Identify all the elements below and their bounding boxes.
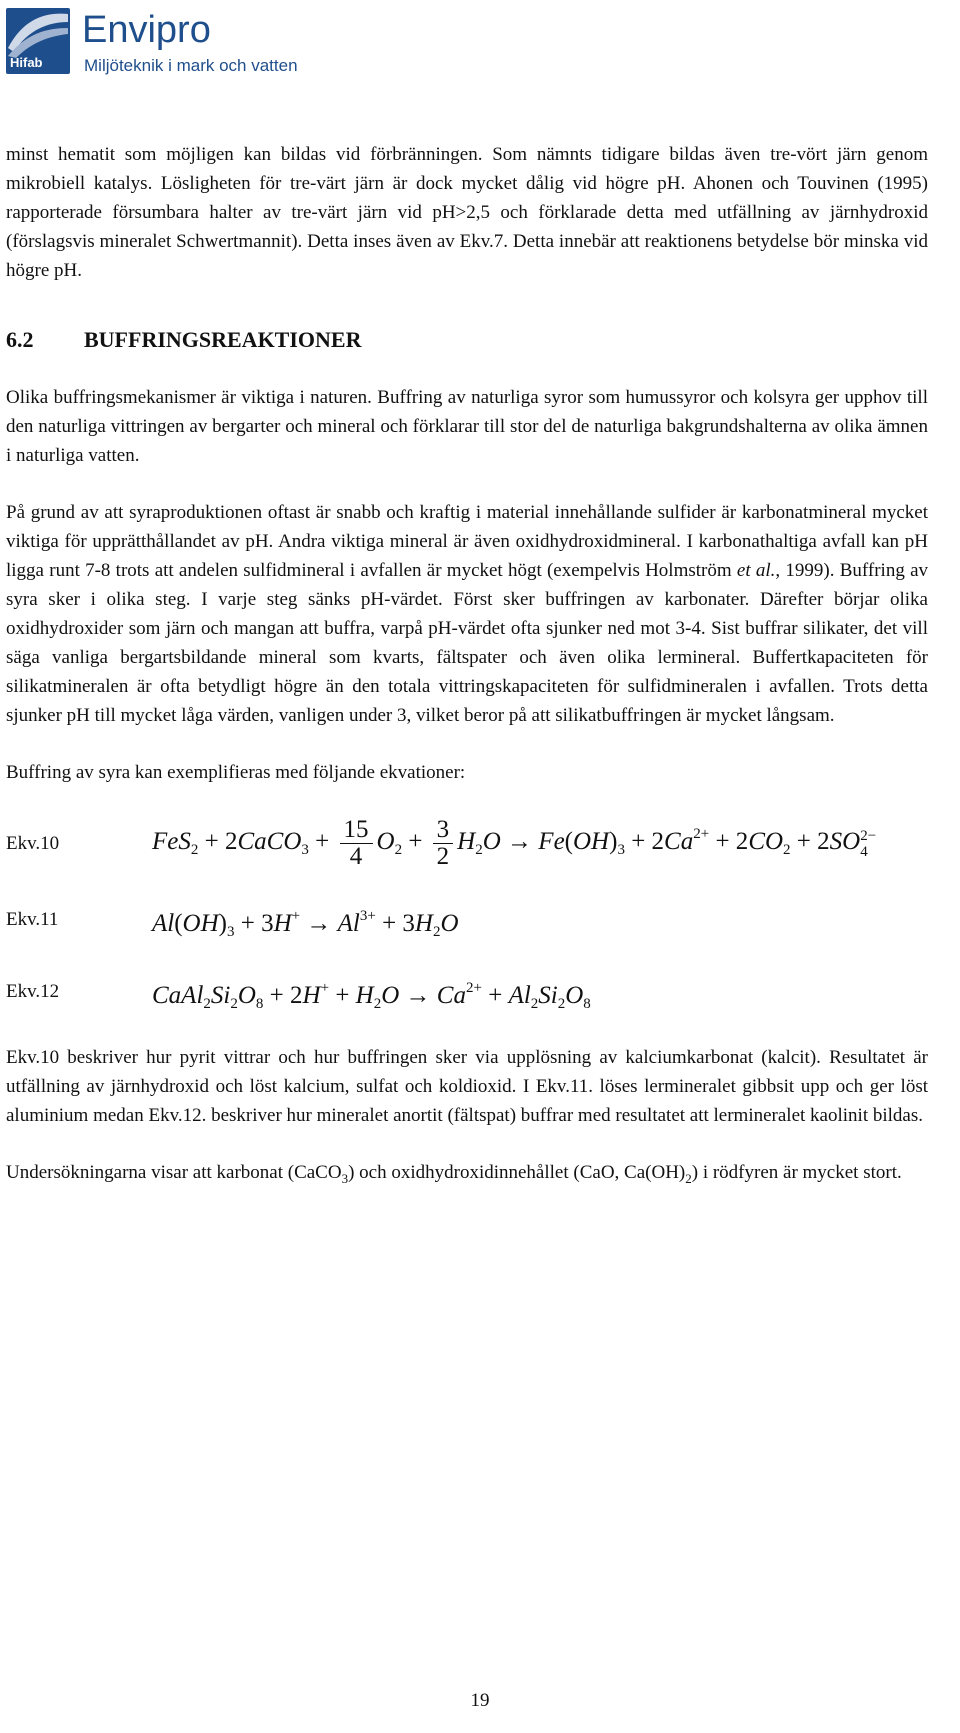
equation-row-12 (0, 967, 960, 1025)
paragraph-6-text-b: ) och oxidhydroxidinnehållet (CaO, Ca(OH) (348, 1162, 686, 1183)
paragraph-1: minst hematit som möjligen kan bildas vid förbränningen. Som nämnts tidigare bildas även tre-vört järn genom mikrobiell katalys. Lösligheten för tre-värt järn är dock mycket dålig vid högre pH. Ahonen och Touvinen (1995) rapporterade försumbara halter av tre-värt järn vid pH>2,5 och förklarade detta med utfällning av järnhydroxid (förslagsvis mineralet Schwertmannit). Detta inses även av Ekv.7. Detta innebär att reaktionens betydelse bör minska vid högre pH. (6, 144, 928, 281)
paragraph-6-sub-1: 3 (341, 1170, 349, 1186)
equation-label: Ekv.12 (6, 981, 60, 1002)
page-header (6, 8, 336, 78)
paragraph-5: Ekv.10 beskriver hur pyrit vittrar och hur buffringen sker via upplösning av kalciumkarbonat (kalcit). Resultatet är utfällning av järnhydroxid och löst kalcium, sulfat och koldioxid. I Ekv.11. löses lermineralet gibbsit upp och ger löst aluminium medan Ekv.12. beskriver hur mineralet anortit (fältspat) buffrar med resultatet att lermineralet kaolinit bildas. (6, 1047, 928, 1126)
hifab-logo (6, 8, 70, 74)
paragraph-3 (0, 498, 960, 730)
equation-row-10 (0, 811, 960, 881)
document-body (0, 140, 960, 1193)
paragraph-6-text-a: Undersökningarna visar att karbonat (CaCO (6, 1162, 342, 1183)
section-number: 6.2 (6, 327, 34, 352)
logo-text: Hifab (10, 55, 43, 70)
paragraph-3-text-a: På grund av att syraproduktionen oftast är snabb och kraftig i material innehållande sulfider är karbonatmineral mycket viktiga för upprätthållandet av pH. Andra viktiga mineral är även oxidhydroxidmineral. I karbonathaltiga avfall kan pH ligga runt 7-8 trots att andelen sulfidmineral i avfallen är mycket högt (exempelvis Holmström (6, 502, 928, 581)
brand-name: Envipro (82, 9, 211, 51)
paragraph-6-sub-2: 2 (685, 1170, 692, 1186)
paragraph-4: Buffring av syra kan exemplifieras med följande ekvationer: (6, 762, 466, 783)
equation-row-11 (0, 895, 960, 953)
equation-label: Ekv.10 (6, 833, 60, 854)
paragraph-2: Olika buffringsmekanismer är viktiga i naturen. Buffring av naturliga syror som humussyror och kolsyra ger upphov till den naturliga vittringen av bergarter och mineral och förklarar till stor del de naturliga bakgrundshalterna av olika ämnen i naturliga vatten. (6, 387, 928, 466)
section-heading (6, 325, 960, 355)
equation-12: $CaAl_2Si_2O_8 + 2H^+ + H_2O \to Ca^{2+} + Al_2Si_2O_8$ (152, 980, 591, 1012)
section-title: BUFFRINGSREAKTIONER (84, 327, 362, 352)
brand-tagline: Miljöteknik i mark och vatten (84, 56, 298, 75)
paragraph-6 (0, 1158, 960, 1193)
paragraph-3-etal: et al. (736, 560, 776, 581)
paragraph-3-text-b: , 1999). Buffring av syra sker i olika steg. I varje steg sänks pH-värdet. Först sker buffringen av karbonater. Därefter börjar olika oxidhydroxider som järn och mangan att buffra, varpå pH-värdet ofta sjunker ned mot 3-4. Sist buffrar silikater, det vill säga vanliga bergartsbildande mineral som kvarts, fältspater och även olika lermineral. Buffertkapaciteten för silikatmineralen är ofta betydligt högre än den totala vittringskapaciteten för sulfidmineralen i avfallen. Trots detta sjunker pH till mycket låga värden, vanligen under 3, vilket beror på att silikatbuffringen är mycket långsam. (6, 560, 929, 726)
paragraph-6-text-c: ) i rödfyren är mycket stort. (691, 1162, 902, 1183)
equation-11: $Al(OH)_3 + 3H^+ \to Al^{3+} + 3H_2O$ (152, 908, 459, 940)
equation-10: FeS$_2$ + 2CaCO$_3$ + $\frac{15}{4}$ $O_2$ + $\frac{3}{2}$ $H_2O \to Fe(OH)_3 + 2Ca^{2+} + 2CO_2 + 2SO$ 2− 4 (152, 816, 877, 870)
page-number: 19 (470, 1690, 490, 1711)
equation-label: Ekv.11 (6, 909, 59, 930)
